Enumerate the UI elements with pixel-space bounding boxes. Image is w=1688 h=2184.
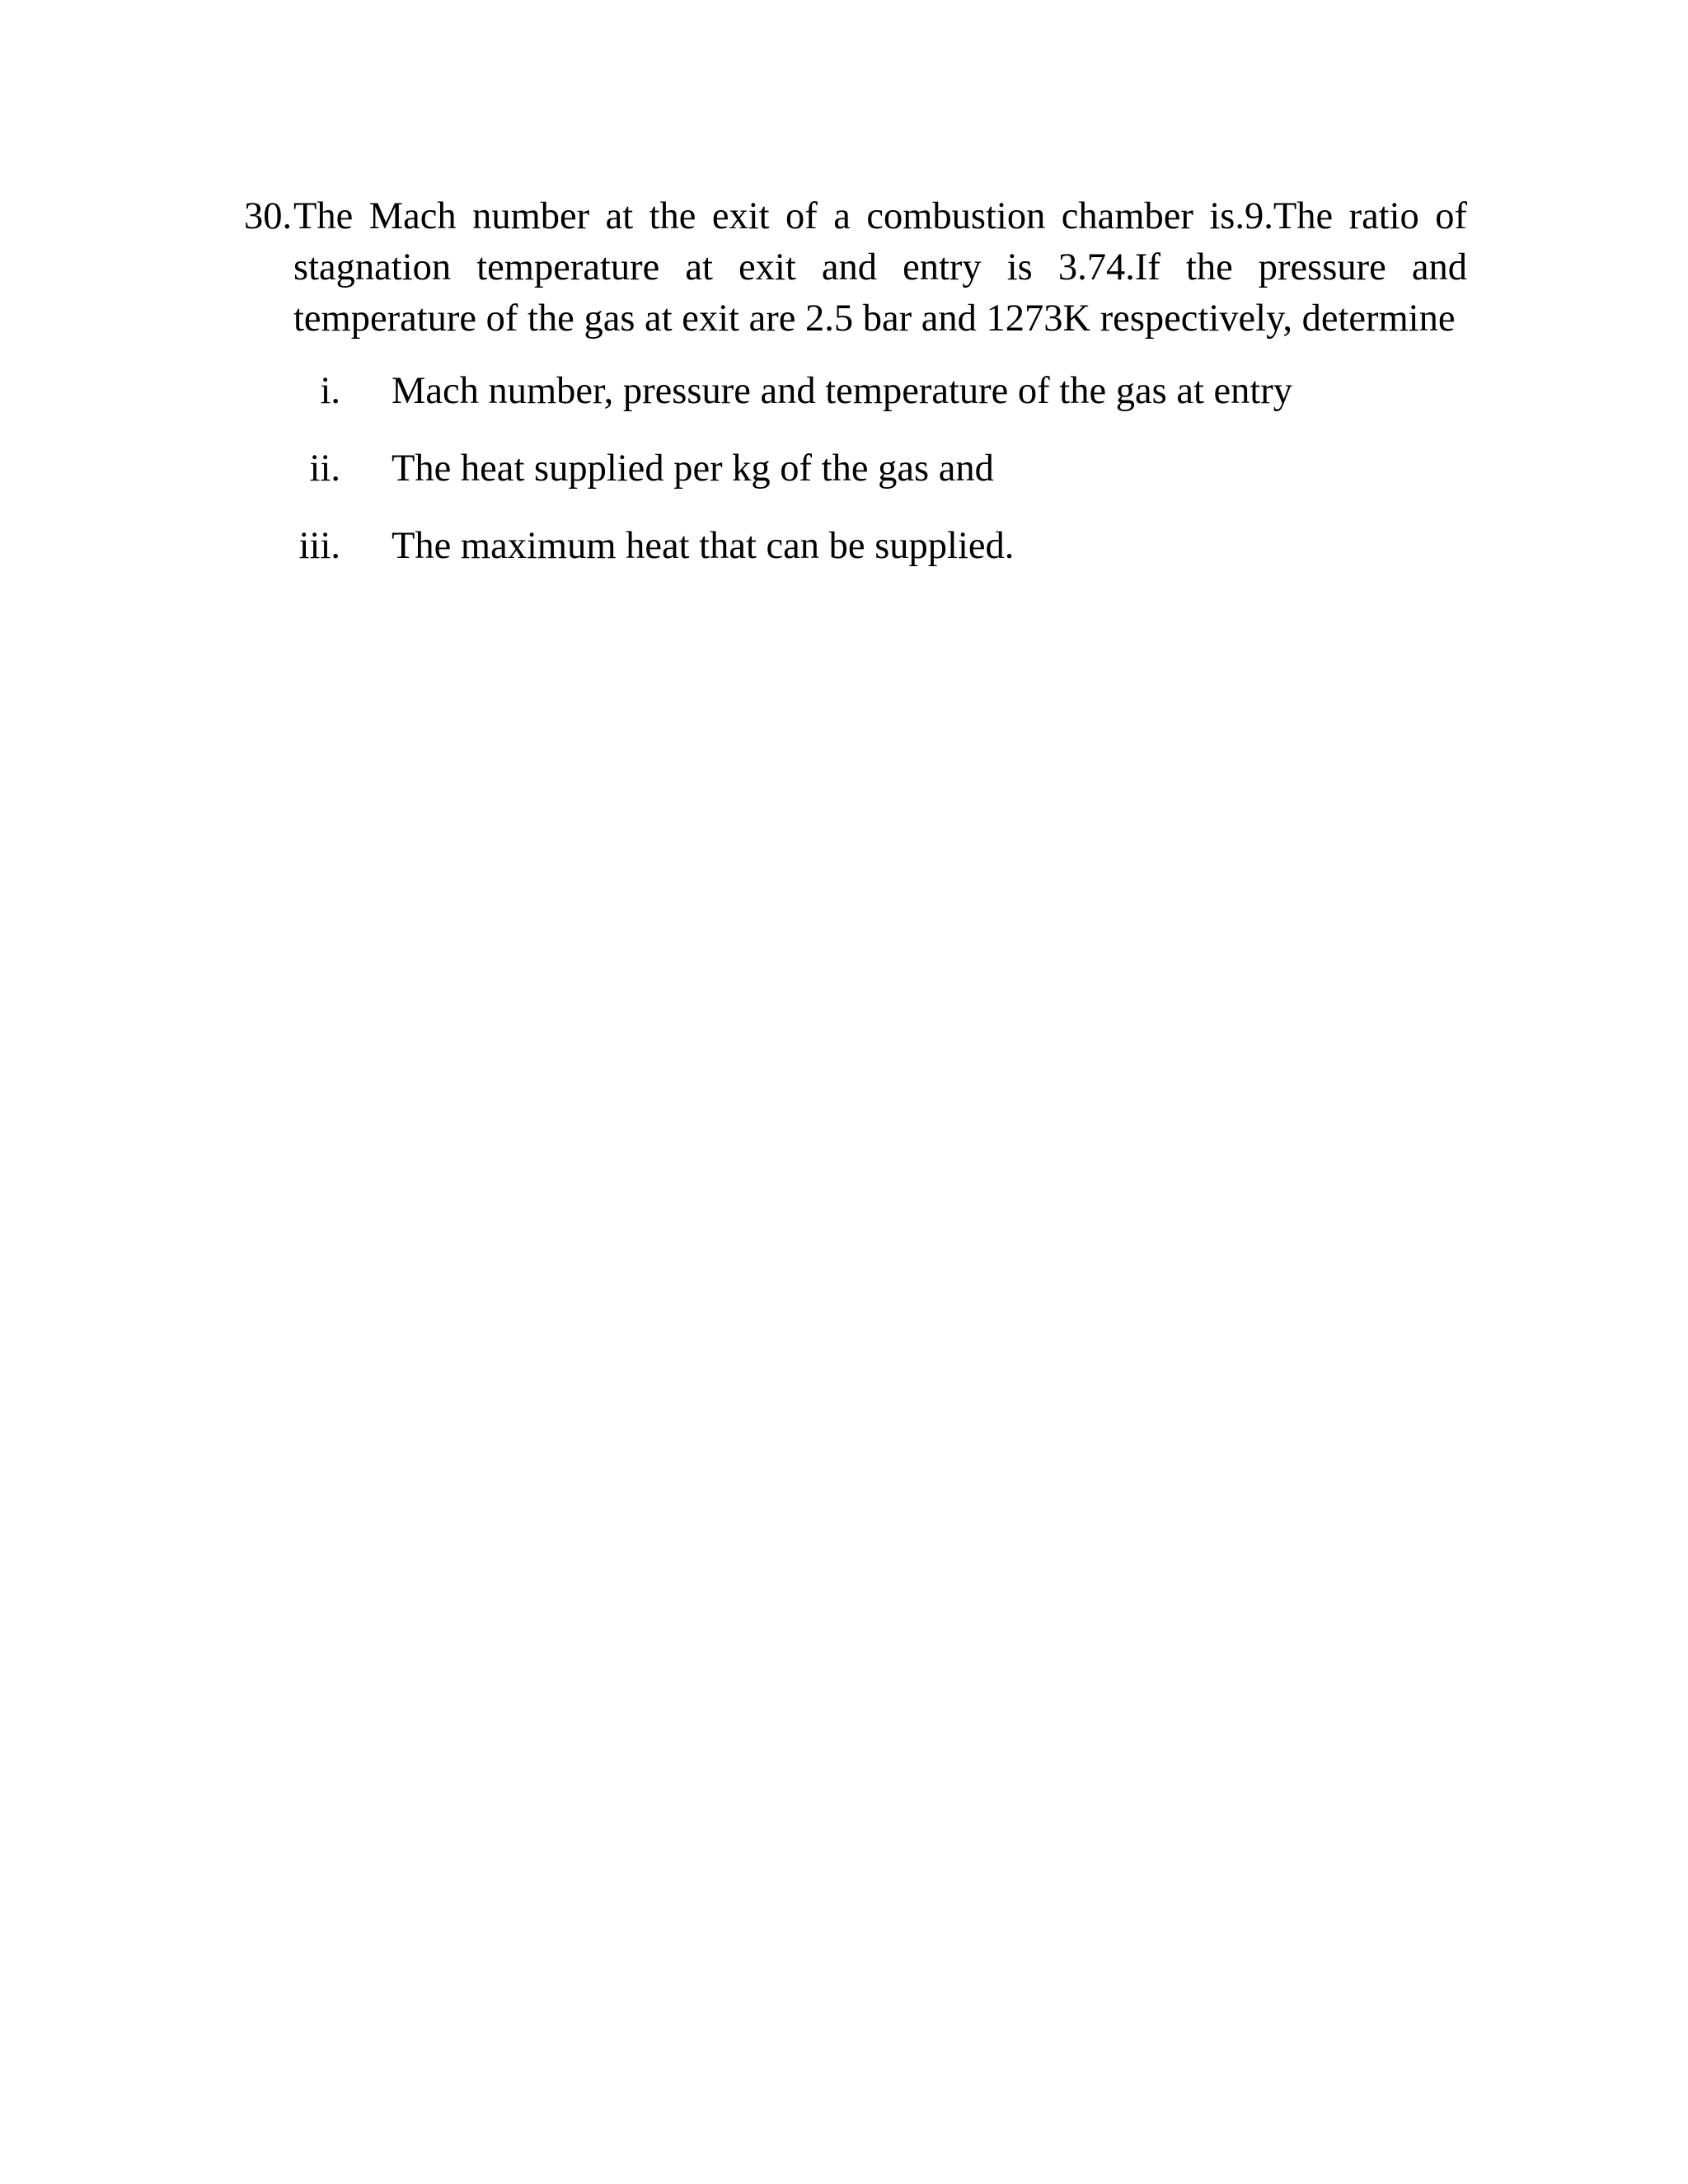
subpart-text: The maximum heat that can be supplied. — [392, 525, 1015, 567]
question-block — [244, 191, 1467, 598]
subpart-item — [244, 443, 1467, 521]
question-stem — [244, 191, 1467, 344]
subpart-label: iii. — [298, 525, 340, 567]
question-text: The Mach number at the exit of a combustion chamber is.9.The ratio of stagnation temperature at exit and entry is 3.74.If the pressure and temperature of the gas at exit are 2.5 bar and 1273K respectively, determine — [293, 195, 1467, 340]
subpart-text: Mach number, pressure and temperature of the gas at entry — [392, 370, 1293, 412]
subpart-label: ii. — [309, 448, 340, 490]
subpart-text: The heat supplied per kg of the gas and — [392, 448, 994, 490]
subpart-item — [244, 521, 1467, 598]
subpart-list — [244, 366, 1467, 598]
subpart-item — [244, 366, 1467, 443]
question-number: 30. — [244, 195, 293, 237]
subpart-label: i. — [320, 370, 340, 412]
